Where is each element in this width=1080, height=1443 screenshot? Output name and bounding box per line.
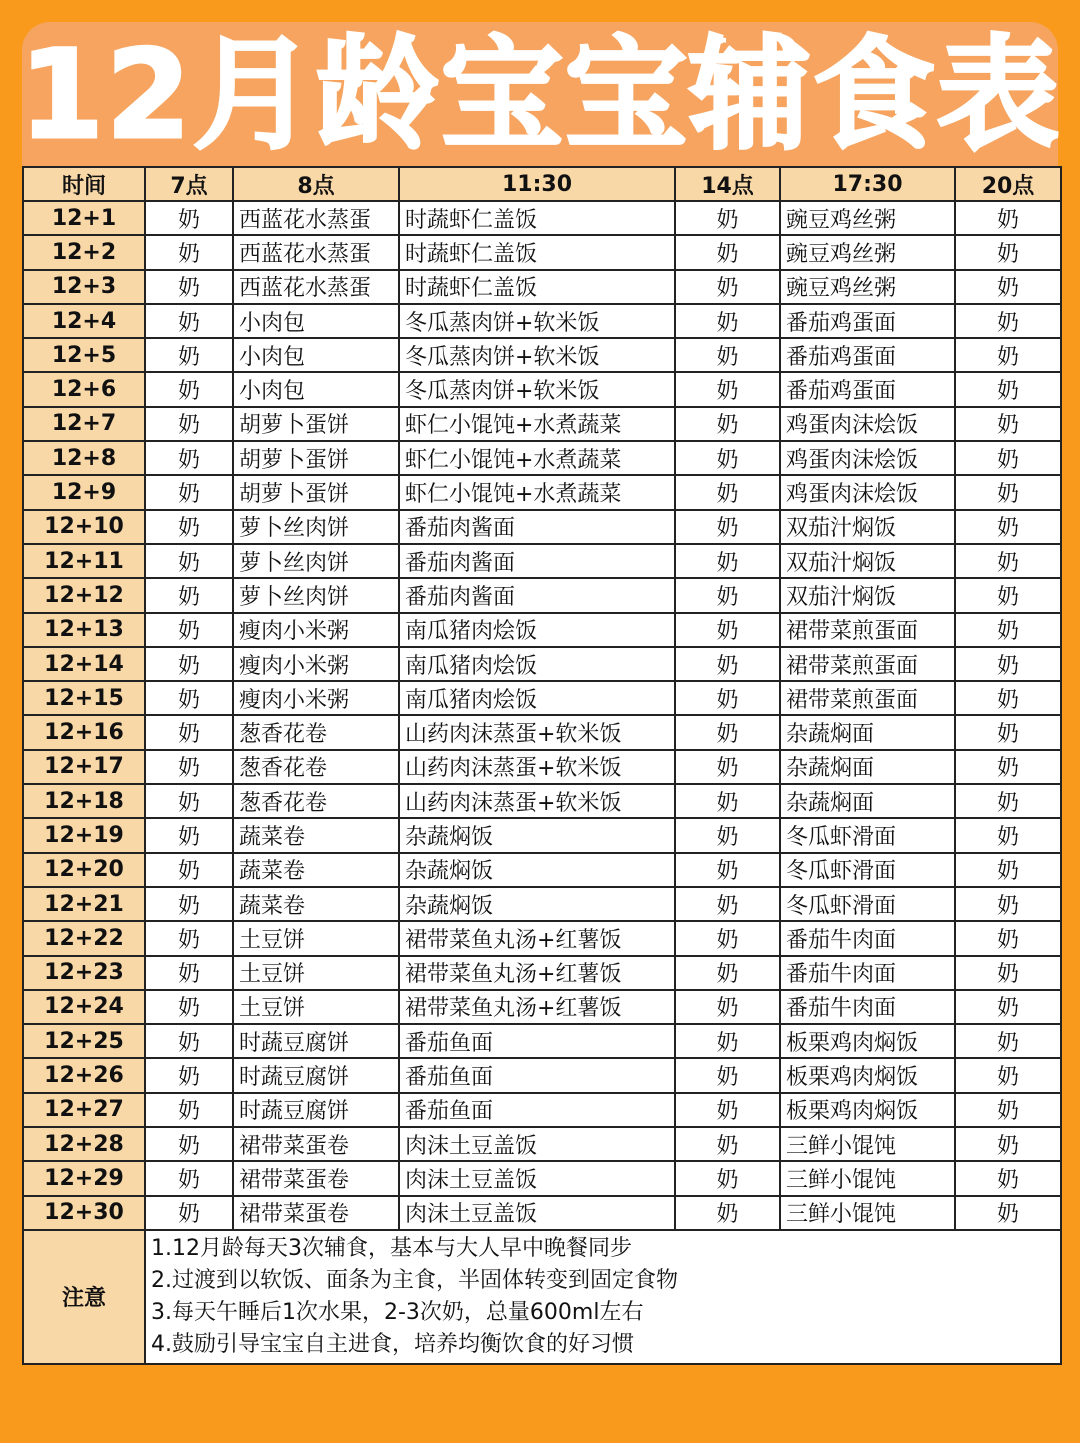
meal-cell: 奶 (675, 510, 780, 544)
meal-cell: 西蓝花水蒸蛋 (233, 270, 399, 304)
meal-cell: 奶 (675, 304, 780, 338)
meal-cell: 裙带菜鱼丸汤+红薯饭 (399, 956, 675, 990)
table-row (23, 1127, 1061, 1161)
column-header: 14点 (675, 167, 780, 201)
meal-cell: 胡萝卜蛋饼 (233, 475, 399, 509)
meal-cell: 奶 (675, 1093, 780, 1127)
meal-cell: 番茄鱼面 (399, 1093, 675, 1127)
meal-cell: 奶 (675, 647, 780, 681)
meal-cell: 奶 (145, 921, 233, 955)
day-label: 12+10 (23, 510, 145, 544)
table-row (23, 441, 1061, 475)
table-row (23, 338, 1061, 372)
meal-cell: 瘦肉小米粥 (233, 647, 399, 681)
meal-cell: 奶 (955, 372, 1061, 406)
table-row (23, 715, 1061, 749)
day-label: 12+9 (23, 475, 145, 509)
meal-cell: 三鲜小馄饨 (780, 1161, 955, 1195)
meal-cell: 山药肉沫蒸蛋+软米饭 (399, 715, 675, 749)
meal-cell: 鸡蛋肉沫烩饭 (780, 407, 955, 441)
meal-cell: 奶 (675, 1024, 780, 1058)
table-row (23, 887, 1061, 921)
day-label: 12+15 (23, 681, 145, 715)
table-row (23, 270, 1061, 304)
day-label: 12+26 (23, 1058, 145, 1092)
meal-cell: 小肉包 (233, 372, 399, 406)
meal-cell: 豌豆鸡丝粥 (780, 201, 955, 235)
notes-content (145, 1230, 1061, 1364)
meal-cell: 奶 (955, 681, 1061, 715)
meal-cell: 小肉包 (233, 304, 399, 338)
note-line: 2.过渡到以软饭、面条为主食，半固体转变到固定食物 (151, 1267, 678, 1293)
table-row (23, 578, 1061, 612)
meal-cell: 奶 (145, 990, 233, 1024)
table-row (23, 304, 1061, 338)
table-row (23, 681, 1061, 715)
day-label: 12+19 (23, 818, 145, 852)
meal-cell: 冬瓜蒸肉饼+软米饭 (399, 372, 675, 406)
meal-cell: 奶 (145, 818, 233, 852)
meal-cell: 奶 (955, 990, 1061, 1024)
column-header: 17:30 (780, 167, 955, 201)
meal-cell: 奶 (955, 715, 1061, 749)
meal-cell: 奶 (675, 235, 780, 269)
meal-cell: 奶 (675, 887, 780, 921)
meal-cell: 奶 (955, 304, 1061, 338)
meal-cell: 奶 (955, 510, 1061, 544)
feeding-schedule-table (22, 166, 1062, 1365)
meal-cell: 奶 (955, 1024, 1061, 1058)
meal-cell: 冬瓜蒸肉饼+软米饭 (399, 338, 675, 372)
meal-cell: 杂蔬焖饭 (399, 818, 675, 852)
meal-cell: 奶 (955, 956, 1061, 990)
table-row (23, 235, 1061, 269)
table-row (23, 853, 1061, 887)
meal-cell: 瘦肉小米粥 (233, 681, 399, 715)
meal-cell: 杂蔬焖面 (780, 750, 955, 784)
meal-cell: 奶 (955, 853, 1061, 887)
day-label: 12+12 (23, 578, 145, 612)
table-row (23, 784, 1061, 818)
meal-cell: 时蔬虾仁盖饭 (399, 270, 675, 304)
meal-cell: 奶 (145, 1024, 233, 1058)
table-row (23, 613, 1061, 647)
meal-cell: 奶 (145, 270, 233, 304)
meal-cell: 三鲜小馄饨 (780, 1196, 955, 1230)
table-row (23, 1093, 1061, 1127)
meal-cell: 奶 (145, 407, 233, 441)
meal-cell: 番茄鱼面 (399, 1024, 675, 1058)
table-row (23, 1161, 1061, 1195)
meal-cell: 奶 (955, 1093, 1061, 1127)
meal-cell: 裙带菜煎蛋面 (780, 647, 955, 681)
meal-cell: 奶 (675, 750, 780, 784)
meal-cell: 奶 (675, 681, 780, 715)
column-header: 8点 (233, 167, 399, 201)
meal-cell: 肉沫土豆盖饭 (399, 1127, 675, 1161)
meal-cell: 萝卜丝肉饼 (233, 578, 399, 612)
meal-cell: 奶 (145, 613, 233, 647)
meal-cell: 番茄牛肉面 (780, 990, 955, 1024)
meal-cell: 奶 (675, 544, 780, 578)
meal-cell: 奶 (675, 784, 780, 818)
day-label: 12+3 (23, 270, 145, 304)
day-label: 12+13 (23, 613, 145, 647)
day-label: 12+30 (23, 1196, 145, 1230)
meal-cell: 奶 (145, 235, 233, 269)
meal-cell: 豌豆鸡丝粥 (780, 270, 955, 304)
meal-cell: 奶 (145, 715, 233, 749)
meal-cell: 番茄肉酱面 (399, 510, 675, 544)
meal-cell: 奶 (955, 201, 1061, 235)
meal-cell: 奶 (675, 818, 780, 852)
meal-cell: 虾仁小馄饨+水煮蔬菜 (399, 441, 675, 475)
meal-cell: 奶 (675, 441, 780, 475)
meal-cell: 时蔬豆腐饼 (233, 1093, 399, 1127)
table-row (23, 510, 1061, 544)
meal-cell: 奶 (145, 681, 233, 715)
meal-cell: 番茄牛肉面 (780, 956, 955, 990)
meal-cell: 双茄汁焖饭 (780, 544, 955, 578)
meal-cell: 奶 (145, 750, 233, 784)
meal-cell: 奶 (955, 613, 1061, 647)
meal-cell: 奶 (955, 784, 1061, 818)
meal-cell: 蔬菜卷 (233, 887, 399, 921)
meal-cell: 奶 (955, 475, 1061, 509)
meal-cell: 奶 (955, 818, 1061, 852)
meal-cell: 奶 (955, 1058, 1061, 1092)
table-row (23, 475, 1061, 509)
table-row (23, 818, 1061, 852)
meal-cell: 冬瓜蒸肉饼+软米饭 (399, 304, 675, 338)
meal-cell: 葱香花卷 (233, 784, 399, 818)
meal-cell: 杂蔬焖饭 (399, 853, 675, 887)
meal-cell: 肉沫土豆盖饭 (399, 1196, 675, 1230)
meal-cell: 小肉包 (233, 338, 399, 372)
meal-cell: 板栗鸡肉焖饭 (780, 1093, 955, 1127)
meal-cell: 奶 (145, 887, 233, 921)
meal-cell: 奶 (145, 338, 233, 372)
day-label: 12+22 (23, 921, 145, 955)
meal-cell: 鸡蛋肉沫烩饭 (780, 475, 955, 509)
meal-cell: 番茄肉酱面 (399, 544, 675, 578)
column-header: 时间 (23, 167, 145, 201)
note-line: 4.鼓励引导宝宝自主进食，培养均衡饮食的好习惯 (151, 1331, 634, 1357)
meal-cell: 奶 (955, 1161, 1061, 1195)
day-label: 12+8 (23, 441, 145, 475)
meal-cell: 奶 (675, 372, 780, 406)
meal-cell: 板栗鸡肉焖饭 (780, 1024, 955, 1058)
day-label: 12+27 (23, 1093, 145, 1127)
meal-cell: 裙带菜煎蛋面 (780, 681, 955, 715)
day-label: 12+25 (23, 1024, 145, 1058)
meal-cell: 奶 (675, 1058, 780, 1092)
meal-cell: 奶 (675, 578, 780, 612)
meal-cell: 虾仁小馄饨+水煮蔬菜 (399, 475, 675, 509)
meal-cell: 奶 (675, 270, 780, 304)
day-label: 12+28 (23, 1127, 145, 1161)
meal-cell: 三鲜小馄饨 (780, 1127, 955, 1161)
meal-cell: 西蓝花水蒸蛋 (233, 201, 399, 235)
meal-cell: 奶 (145, 201, 233, 235)
meal-cell: 萝卜丝肉饼 (233, 544, 399, 578)
day-label: 12+18 (23, 784, 145, 818)
meal-cell: 南瓜猪肉烩饭 (399, 613, 675, 647)
meal-cell: 奶 (955, 750, 1061, 784)
meal-cell: 奶 (675, 1196, 780, 1230)
meal-cell: 奶 (675, 956, 780, 990)
meal-cell: 裙带菜鱼丸汤+红薯饭 (399, 990, 675, 1024)
title-banner (19, 22, 1061, 167)
meal-cell: 葱香花卷 (233, 750, 399, 784)
column-header: 20点 (955, 167, 1061, 201)
meal-cell: 奶 (145, 372, 233, 406)
meal-cell: 番茄鸡蛋面 (780, 372, 955, 406)
table-row (23, 990, 1061, 1024)
table-row (23, 647, 1061, 681)
day-label: 12+14 (23, 647, 145, 681)
meal-cell: 冬瓜虾滑面 (780, 818, 955, 852)
meal-cell: 奶 (675, 853, 780, 887)
note-line: 3.每天午睡后1次水果，2-3次奶，总量600ml左右 (151, 1299, 644, 1325)
meal-cell: 土豆饼 (233, 921, 399, 955)
meal-cell: 时蔬虾仁盖饭 (399, 201, 675, 235)
meal-cell: 番茄牛肉面 (780, 921, 955, 955)
meal-cell: 肉沫土豆盖饭 (399, 1161, 675, 1195)
meal-cell: 奶 (955, 441, 1061, 475)
meal-cell: 冬瓜虾滑面 (780, 887, 955, 921)
table-row (23, 1058, 1061, 1092)
meal-cell: 杂蔬焖面 (780, 715, 955, 749)
day-label: 12+7 (23, 407, 145, 441)
meal-cell: 鸡蛋肉沫烩饭 (780, 441, 955, 475)
notes-label: 注意 (23, 1230, 145, 1364)
table-row (23, 201, 1061, 235)
meal-cell: 虾仁小馄饨+水煮蔬菜 (399, 407, 675, 441)
meal-cell: 萝卜丝肉饼 (233, 510, 399, 544)
meal-cell: 番茄肉酱面 (399, 578, 675, 612)
meal-cell: 奶 (675, 1127, 780, 1161)
meal-cell: 双茄汁焖饭 (780, 510, 955, 544)
meal-cell: 奶 (145, 1161, 233, 1195)
column-header: 11:30 (399, 167, 675, 201)
day-label: 12+5 (23, 338, 145, 372)
meal-cell: 奶 (675, 613, 780, 647)
day-label: 12+16 (23, 715, 145, 749)
day-label: 12+6 (23, 372, 145, 406)
meal-cell: 奶 (955, 1196, 1061, 1230)
table-row (23, 750, 1061, 784)
meal-cell: 冬瓜虾滑面 (780, 853, 955, 887)
meal-cell: 奶 (145, 510, 233, 544)
meal-cell: 奶 (675, 475, 780, 509)
header-row (23, 167, 1061, 201)
meal-cell: 蔬菜卷 (233, 818, 399, 852)
meal-cell: 奶 (955, 578, 1061, 612)
meal-cell: 山药肉沫蒸蛋+软米饭 (399, 784, 675, 818)
meal-cell: 奶 (145, 784, 233, 818)
meal-cell: 奶 (955, 647, 1061, 681)
meal-cell: 奶 (955, 544, 1061, 578)
meal-cell: 奶 (145, 1196, 233, 1230)
day-label: 12+4 (23, 304, 145, 338)
meal-cell: 杂蔬焖饭 (399, 887, 675, 921)
meal-cell: 裙带菜蛋卷 (233, 1161, 399, 1195)
meal-cell: 奶 (145, 1127, 233, 1161)
meal-cell: 奶 (955, 338, 1061, 372)
meal-cell: 奶 (675, 715, 780, 749)
meal-cell: 胡萝卜蛋饼 (233, 441, 399, 475)
day-label: 12+11 (23, 544, 145, 578)
meal-cell: 奶 (145, 578, 233, 612)
meal-cell: 山药肉沫蒸蛋+软米饭 (399, 750, 675, 784)
meal-cell: 板栗鸡肉焖饭 (780, 1058, 955, 1092)
meal-cell: 奶 (675, 201, 780, 235)
column-header: 7点 (145, 167, 233, 201)
meal-cell: 奶 (955, 887, 1061, 921)
table-row (23, 544, 1061, 578)
meal-cell: 奶 (675, 921, 780, 955)
meal-cell: 杂蔬焖面 (780, 784, 955, 818)
day-label: 12+17 (23, 750, 145, 784)
meal-cell: 南瓜猪肉烩饭 (399, 681, 675, 715)
table-row (23, 372, 1061, 406)
notes-row (23, 1230, 1061, 1364)
meal-cell: 奶 (675, 407, 780, 441)
meal-cell: 裙带菜鱼丸汤+红薯饭 (399, 921, 675, 955)
day-label: 12+21 (23, 887, 145, 921)
meal-cell: 奶 (145, 1093, 233, 1127)
meal-cell: 奶 (675, 1161, 780, 1195)
table-row (23, 956, 1061, 990)
day-label: 12+2 (23, 235, 145, 269)
meal-cell: 番茄鸡蛋面 (780, 338, 955, 372)
day-label: 12+1 (23, 201, 145, 235)
meal-cell: 奶 (145, 956, 233, 990)
meal-cell: 奶 (145, 441, 233, 475)
meal-cell: 时蔬虾仁盖饭 (399, 235, 675, 269)
meal-cell: 奶 (145, 647, 233, 681)
meal-cell: 裙带菜煎蛋面 (780, 613, 955, 647)
meal-cell: 奶 (145, 475, 233, 509)
note-line: 1.12月龄每天3次辅食，基本与大人早中晚餐同步 (151, 1235, 632, 1261)
meal-cell: 番茄鱼面 (399, 1058, 675, 1092)
meal-cell: 奶 (145, 544, 233, 578)
meal-cell: 奶 (955, 1127, 1061, 1161)
meal-cell: 西蓝花水蒸蛋 (233, 235, 399, 269)
meal-cell: 蔬菜卷 (233, 853, 399, 887)
meal-cell: 裙带菜蛋卷 (233, 1127, 399, 1161)
meal-cell: 奶 (145, 304, 233, 338)
meal-cell: 土豆饼 (233, 990, 399, 1024)
meal-cell: 南瓜猪肉烩饭 (399, 647, 675, 681)
meal-cell: 豌豆鸡丝粥 (780, 235, 955, 269)
meal-cell: 时蔬豆腐饼 (233, 1024, 399, 1058)
meal-cell: 奶 (145, 853, 233, 887)
meal-cell: 奶 (955, 235, 1061, 269)
meal-cell: 奶 (955, 270, 1061, 304)
meal-cell: 裙带菜蛋卷 (233, 1196, 399, 1230)
day-label: 12+24 (23, 990, 145, 1024)
page-title: 12月龄宝宝辅食表 (19, 23, 1061, 166)
meal-cell: 胡萝卜蛋饼 (233, 407, 399, 441)
day-label: 12+23 (23, 956, 145, 990)
day-label: 12+20 (23, 853, 145, 887)
meal-cell: 双茄汁焖饭 (780, 578, 955, 612)
meal-cell: 瘦肉小米粥 (233, 613, 399, 647)
table-row (23, 1196, 1061, 1230)
meal-cell: 时蔬豆腐饼 (233, 1058, 399, 1092)
meal-cell: 番茄鸡蛋面 (780, 304, 955, 338)
table-row (23, 921, 1061, 955)
meal-cell: 土豆饼 (233, 956, 399, 990)
meal-cell: 葱香花卷 (233, 715, 399, 749)
day-label: 12+29 (23, 1161, 145, 1195)
table-row (23, 1024, 1061, 1058)
meal-cell: 奶 (675, 990, 780, 1024)
table-body (23, 201, 1061, 1230)
meal-cell: 奶 (955, 921, 1061, 955)
table-row (23, 407, 1061, 441)
meal-cell: 奶 (675, 338, 780, 372)
meal-cell: 奶 (145, 1058, 233, 1092)
meal-cell: 奶 (955, 407, 1061, 441)
